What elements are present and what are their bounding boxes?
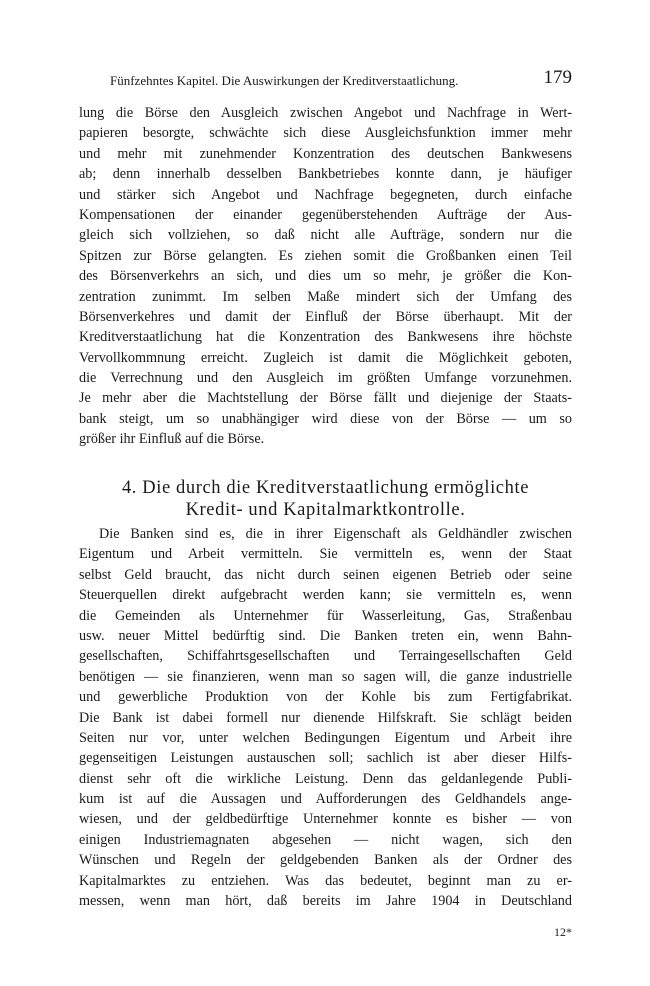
- text-line: die Verrechnung und den Ausgleich im größten Umfange vorzunehmen.: [79, 370, 572, 387]
- text-line: Kompensationen der einander gegenüberstehenden Aufträge der Aus-: [79, 206, 572, 223]
- text-line: gegenseitigen Leistungen austauschen soll; sachlich ist aber dieser Hilfs-: [79, 750, 572, 767]
- text-line: Die Bank ist dabei formell nur dienende Hilfskraft. Sie schlägt beiden: [79, 709, 572, 726]
- text-line: benötigen — sie finanzieren, wenn man so sagen will, die ganze industrielle: [79, 668, 572, 685]
- text-line: größer ihr Einfluß auf die Börse.: [79, 431, 265, 448]
- text-line: selbst Geld braucht, das nicht durch seinen eigenen Betrieb oder seine: [79, 566, 572, 583]
- text-line: Steuerquellen direkt aufgebracht werden kann; sie vermitteln es, wenn: [79, 587, 572, 604]
- text-line: Börsenverkehres und damit der Einfluß der Börse überhaupt. Mit der: [79, 308, 572, 325]
- text-line: dienst sehr oft die wirkliche Leistung. Denn das geldanlegende Publi-: [79, 770, 572, 787]
- text-line: Kapitalmarktes zu entziehen. Was das bedeutet, beginnt man zu er-: [79, 872, 572, 889]
- section-heading-line-2: Kredit- und Kapitalmarktkontrolle.: [185, 500, 466, 520]
- text-line: bank steigt, um so unabhängiger wird diese von der Börse — um so: [79, 410, 572, 427]
- text-line: und gewerbliche Produktion von der Kohle bis zum Fertigfabrikat.: [79, 689, 572, 706]
- text-line: Kreditverstaatlichung hat die Konzentration des Bankwesens ihre höchste: [79, 329, 572, 346]
- text-line: und stärker sich Angebot und Nachfrage begegneten, durch einfache: [79, 186, 572, 203]
- signature-mark: 12*: [554, 925, 572, 939]
- text-line: Vervollkommnung erreicht. Zugleich ist damit die Möglichkeit geboten,: [79, 349, 572, 366]
- page-number: 179: [543, 67, 572, 88]
- text-line: usw. neuer Mittel bedürftig sind. Die Banken treten ein, wenn Bahn-: [79, 627, 572, 644]
- running-title: Fünfzehntes Kapitel. Die Auswirkungen der Kreditverstaatlichung.: [110, 73, 459, 88]
- text-line: Die Banken sind es, die in ihrer Eigenschaft als Geldhändler zwischen: [99, 526, 572, 542]
- text-line: papieren besorgte, schwächte sich diese Ausgleichsfunktion immer mehr: [79, 125, 572, 142]
- section-heading: [79, 477, 572, 521]
- text-line: Eigentum und Arbeit vermitteln. Sie vermitteln es, wenn der Staat: [79, 546, 572, 563]
- section-heading-line-1: 4. Die durch die Kreditverstaatlichung ermöglichte: [121, 478, 530, 498]
- text-line: und mehr mit zunehmender Konzentration des deutschen Bankwesens: [79, 145, 572, 162]
- text-line: Spitzen zur Börse gelangten. Es ziehen somit die Großbanken einen Teil: [79, 247, 572, 264]
- paragraph-2: [79, 524, 572, 911]
- paragraph-1: [79, 103, 572, 450]
- text-line: Je mehr aber die Machtstellung der Börse fällt und diejenige der Staats-: [79, 390, 572, 407]
- text-line: gesellschaften, Schiffahrtsgesellschaften und Terraingesellschaften Geld: [79, 648, 572, 665]
- text-line: einigen Industriemagnaten abgesehen — nicht wagen, sich den: [79, 831, 572, 848]
- text-line: zentration zunimmt. Im selben Maße mindert sich der Umfang des: [79, 288, 572, 305]
- text-line: gleich sich vollziehen, so daß nicht alle Aufträge, sondern nur die: [79, 227, 572, 244]
- text-line: Seiten nur vor, unter welchen Bedingungen Eigentum und Arbeit ihre: [79, 729, 572, 746]
- text-line: Wünschen und Regeln der geldgebenden Banken als der Ordner des: [79, 852, 572, 869]
- text-line: ab; denn innerhalb desselben Bankbetriebes konnte dann, je häufiger: [79, 166, 572, 183]
- text-line: lung die Börse den Ausgleich zwischen Angebot und Nachfrage in Wert-: [79, 105, 572, 121]
- text-line: wiesen, und der geldbedürftige Unternehmer konnte es bisher — von: [79, 811, 572, 828]
- text-line: messen, wenn man hört, daß bereits im Jahre 1904 in Deutschland: [79, 893, 572, 910]
- text-line: kum ist auf die Aussagen und Aufforderungen des Geldhandels ange-: [79, 791, 572, 808]
- text-line: die Gemeinden als Unternehmer für Wasserleitung, Gas, Straßenbau: [79, 607, 572, 624]
- text-line: des Börsenverkehrs an sich, und dies um so mehr, je größer die Kon-: [79, 268, 572, 285]
